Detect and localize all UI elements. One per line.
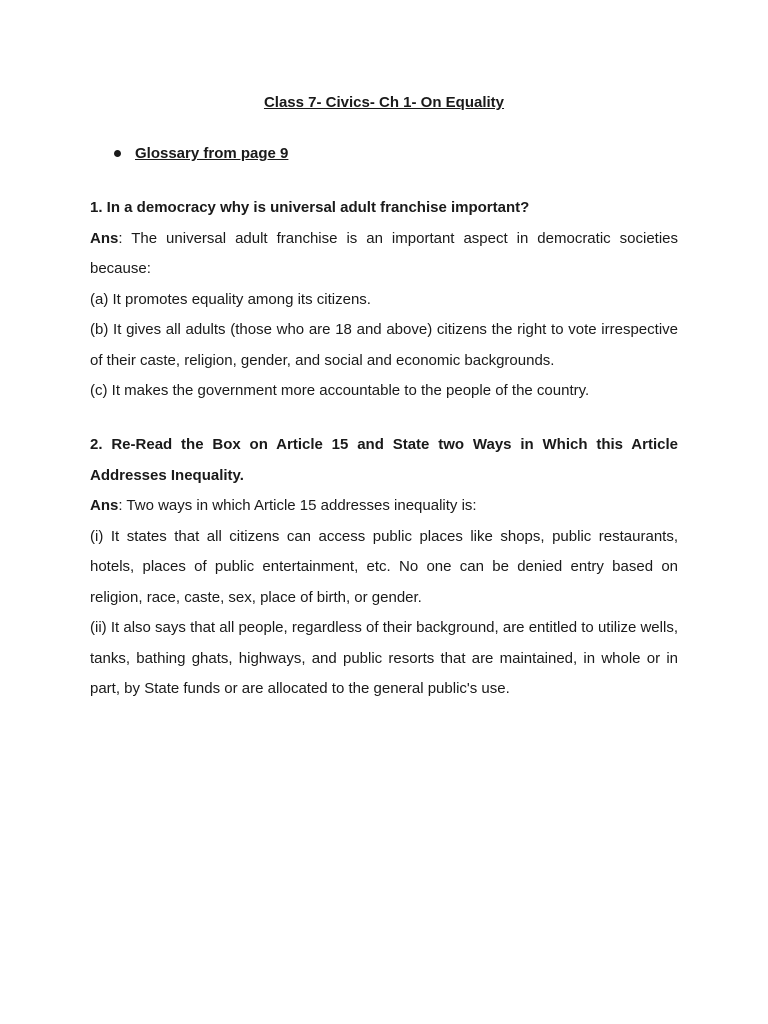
answer-1-point-b: (b) It gives all adults (those who are 18 and above) citizens the right to vote irrespective of their caste, religion, gender, and social and economic backgrounds.	[90, 321, 678, 369]
answer-1-text: : The universal adult franchise is an important aspect in democratic societies because:	[90, 229, 678, 277]
glossary-bullet	[114, 145, 288, 162]
document-page	[90, 0, 678, 1024]
glossary-label: Glossary from page 9	[135, 145, 289, 162]
answer-1-intro	[90, 224, 678, 285]
answer-2-label: Ans	[90, 497, 119, 514]
answer-1-point-c: (c) It makes the government more accountable to the people of the country.	[90, 382, 590, 399]
answer-1-label: Ans	[90, 229, 119, 247]
question-2-block	[90, 430, 678, 705]
answer-2-text: : Two ways in which Article 15 addresses inequality is:	[118, 497, 477, 514]
answer-2-intro	[90, 491, 678, 522]
question-1-block	[90, 193, 678, 407]
question-2: 2. Re-Read the Box on Article 15 and State two Ways in Which this Article Addresses Inequality.	[90, 436, 678, 484]
page-title: Class 7- Civics- Ch 1- On Equality	[263, 94, 505, 111]
answer-2-point-i: (i) It states that all citizens can access public places like shops, public restaurants, hotels, places of public entertainment, etc. No one can be denied entry based on religion, race, caste, sex, place of birth, or gender.	[90, 527, 678, 606]
bullet-icon	[114, 150, 121, 157]
answer-2-point-ii: (ii) It also says that all people, regardless of their background, are entitled to utilize wells, tanks, bathing ghats, highways, and public resorts that are maintained, in whole or in part, by State funds or are allocated to the general public's use.	[90, 619, 678, 697]
answer-1-point-a: (a) It promotes equality among its citizens.	[90, 290, 371, 308]
question-1: 1. In a democracy why is universal adult franchise important?	[90, 199, 530, 216]
